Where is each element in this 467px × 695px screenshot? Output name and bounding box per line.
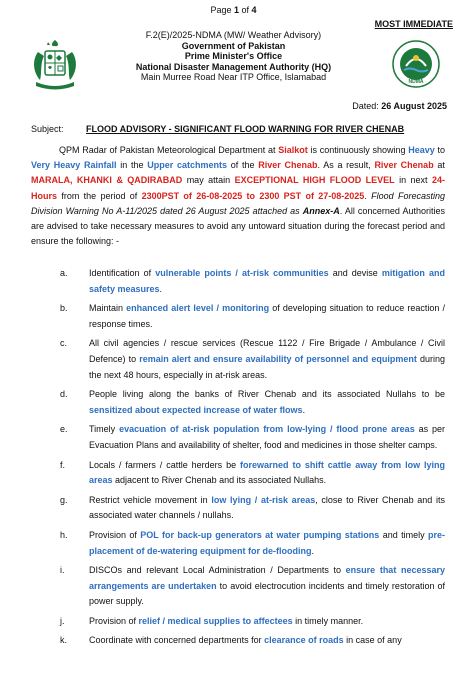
authority-name: National Disaster Management Authority (HQ) [135,61,332,72]
subject-label: Subject: [31,124,64,134]
list-item: i. DISCOs and relevant Local Administration / Departments to ensure that necessary arrangements are undertaken to avoid electrocution incidents and timely restoration of power supply. [60,565,445,607]
office-name: Prime Minister's Office [184,51,283,62]
list-item: c. All civil agencies / rescue services (Rescue 1122 / Fire Brigade / Ambulance / Civil Defence) to remain alert and ensure availability of personnel and equipment during the next 48 hours, especially in at-risk areas. [60,338,445,380]
list-item: d. People living along the banks of River Chenab and its associated Nullahs to be sensitized about expected increase of water flows. [60,389,445,415]
subject-line [31,124,404,134]
date-line: Dated: 26 August 2025 [352,101,447,111]
list-item: j. Provision of relief / medical supplies to affectees in timely manner. [60,615,364,626]
list-item: h. Provision of POL for back-up generators at water pumping stations and timely pre-placement of de-watering equipment for de-flooding. [60,529,445,556]
list-item: b. Maintain enhanced alert level / monitoring of developing situation to reduce reaction / response times. [60,303,445,329]
list-item: f. Locals / farmers / cattle herders be forewarned to shift cattle away from low lying areas adjacent to River Chenab and its associated Nullahs. [60,459,445,486]
list-item: e. Timely evacuation of at-risk population from low-lying / flood prone areas as per Evacuation Plans and availability of shelter, food and medicines in those shelter camps. [60,424,446,450]
list-item: a. Identification of vulnerable points / at-risk communities and devise mitigation and safety measures. [60,268,445,294]
advisory-paragraph: QPM Radar of Pakistan Meteorological Department at Sialkot is continuously showing Heavy to Very Heavy Rainfall in the Upper catchments of the River Chenab. As a result, River Chenab at MARALA, KHANKI & QADIRABAD may attain EXCEPTIONAL HIGH FLOOD LEVEL in next 24-Hours from the period of 2300PST of 26-08-2025 to 2300 PST of 27-08-2025. Flood Forecasting Division Warning No A-11/2025 dated 26 August 2025 attached as Annex-A. All concerned Authorities are advised to take necessary measures to avoid any untoward situation during the forecast period and ensure the following: - [31,145,445,247]
list-item: k. Coordinate with concerned departments for clearance of roads in case of any [60,635,402,646]
reference-number: F.2(E)/2025-NDMA (MW/ Weather Advisory) [145,30,322,40]
letterhead [0,30,467,83]
measures-list [60,266,445,653]
ndma-logo-text: NDMA [408,79,424,85]
subject-text: FLOOD ADVISORY - SIGNIFICANT FLOOD WARNING FOR RIVER CHENAB [86,124,405,134]
list-item: g. Restrict vehicle movement in low lying / at-risk areas, close to River Chenab and its associated water channels / nullahs. [60,494,445,521]
page-number: Page 1 of 4 [210,5,257,15]
office-address: Main Murree Road Near ITP Office, Islamabad [140,72,327,83]
priority-label: MOST IMMEDIATE [374,19,453,29]
government-name: Government of Pakistan [181,40,286,51]
